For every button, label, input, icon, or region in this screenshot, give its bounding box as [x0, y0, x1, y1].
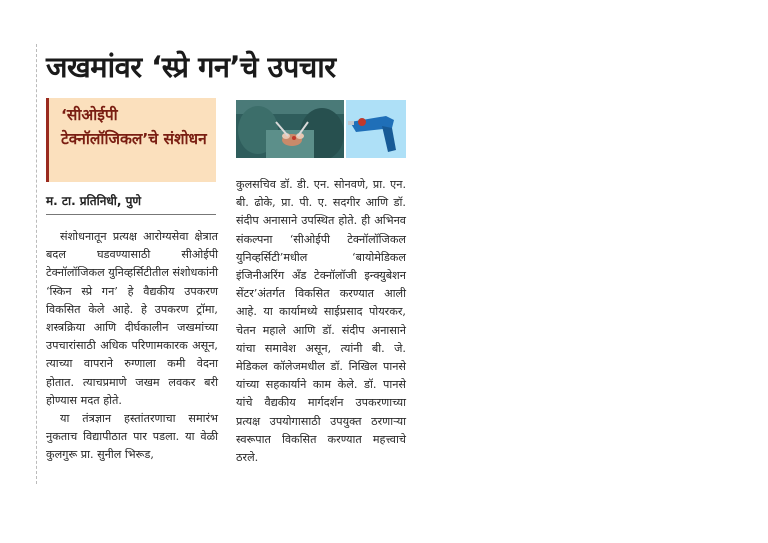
- article-column-1: [46, 228, 218, 465]
- byline: म. टा. प्रतिनिधी, पुणे: [46, 194, 142, 208]
- byline-rule: [46, 214, 216, 215]
- body-paragraph: कुलसचिव डॉ. डी. एन. सोनवणे, प्रा. एन. बी. ढोके, प्रा. पी. ए. सदगीर आणि डॉ. संदीप अनासाने उपस्थित होते. ही अभिनव संकल्पना ‘सीओईपी टेक्नॉलॉजिकल युनिव्हर्सिटी’मधील ‘बायोमेडिकल इंजिनीअरिंग अँड टेक्नॉलॉजी इन्क्युबेशन सेंटर’अंतर्गत विकसित करण्यात आली आहे. या कार्यामध्ये साईप्रसाद पोयरकर, चेतन महाले आणि डॉ. संदीप अनासाने यांचा समावेश असून, त्यांनी बी. जे. मेडिकल कॉलेजमधील डॉ. निखिल पानसे यांच्या सहकार्याने काम केले. डॉ. पानसे यांचे वैद्यकीय मार्गदर्शन उपकरणाच्या प्रत्यक्ष उपयोगासाठी उपयुक्त ठरणाऱ्या स्वरूपात विकसित करण्यात महत्त्वाचे ठरले.: [236, 178, 406, 465]
- article-column-2: [236, 176, 406, 467]
- subheading-box: [46, 98, 216, 182]
- body-paragraph: संशोधनातून प्रत्यक्ष आरोग्यसेवा क्षेत्रात बदल घडवण्यासाठी सीओईपी टेक्नॉलॉजिकल युनिव्हर्सिटीतील संशोधकांनी ‘स्किन स्प्रे गन’ हे वैद्यकीय उपकरण विकसित केले आहे. हे उपकरण ट्रॉमा, शस्त्रक्रिया आणि दीर्घकालीन जखमांच्या उपचारांसाठी अधिक परिणामकारक असून, त्याच्या वापराने रुग्णाला कमी वेदना होतात. त्याचप्रमाणे जखम लवकर बरी होण्यास मदत होते.: [46, 230, 219, 407]
- clipping-left-border: [36, 44, 37, 484]
- subheading: ‘सीओईपी टेक्नॉलॉजिकल’चे संशोधन: [61, 106, 207, 148]
- body-paragraph: या तंत्रज्ञान हस्तांतरणाचा समारंभ नुकताच विद्यापीठात पार पडला. या वेळी कुलगुरू प्रा. सुनील भिरूड,: [46, 412, 218, 462]
- headline: जखमांवर ‘स्प्रे गन’चे उपचार: [46, 50, 336, 84]
- surgery-spray-gun-photo: [236, 100, 406, 158]
- article-photo: [236, 100, 406, 158]
